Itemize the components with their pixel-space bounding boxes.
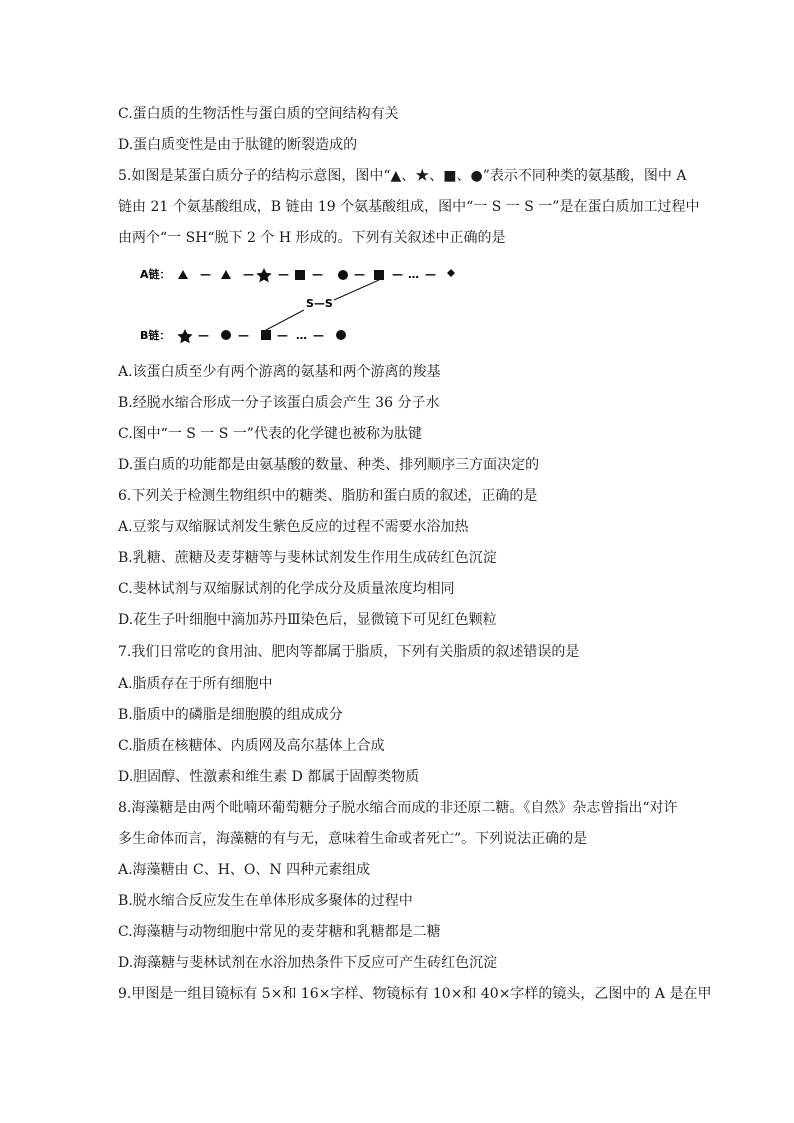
protein-structure-diagram — [140, 262, 470, 344]
triangle-icon — [221, 270, 231, 279]
question-8-option-c: C.海藻糖与动物细胞中常见的麦芽糖和乳糖都是二糖 — [118, 924, 441, 940]
question-8-option-b: B.脱水缩合反应发生在单体形成多聚体的过程中 — [118, 893, 413, 909]
dash: — — [243, 268, 254, 281]
star-icon — [256, 268, 271, 282]
question-7-option-a: A.脂质存在于所有细胞中 — [118, 676, 273, 692]
question-8-option-a: A.海藻糖由 C、H、O、N 四种元素组成 — [118, 862, 371, 878]
question-6-option-c: C.斐林试剂与双缩脲试剂的化学成分及质量浓度均相同 — [118, 581, 455, 597]
chain-a-label: A链： — [140, 268, 171, 281]
question-5-line-1: 5.如图是某蛋白质分子的结构示意图，图中“▲、★、■、●”表示不同种类的氨基酸，图中 A — [118, 168, 687, 184]
disulfide-bond-label: S—S — [306, 297, 333, 310]
triangle-icon — [178, 270, 188, 279]
star-icon — [177, 329, 192, 343]
circle-icon — [336, 330, 346, 340]
diamond-icon — [447, 269, 455, 277]
dash: — — [198, 329, 209, 342]
dash: — — [238, 329, 249, 342]
question-5-option-c: C.图中“一 S 一 S 一”代表的化学键也被称为肽键 — [118, 426, 422, 442]
question-7-option-d: D.胆固醇、性激素和维生素 D 都属于固醇类物质 — [118, 769, 420, 785]
chain-b-label: B链： — [140, 329, 171, 342]
square-icon — [261, 330, 271, 340]
question-8-line-2: 多生命体而言，海藻糖的有与无，意味着生命或者死亡”。下列说法正确的是 — [118, 831, 588, 847]
dash: — — [425, 268, 436, 281]
disulfide-line-upper — [334, 280, 379, 300]
dash: — — [200, 268, 211, 281]
question-7-option-c: C.脂质在核糖体、内质网及高尔基体上合成 — [118, 738, 385, 754]
question-8-option-d: D.海藻糖与斐林试剂在水浴加热条件下反应可产生砖红色沉淀 — [118, 955, 498, 971]
question-6-option-d: D.花生子叶细胞中滴加苏丹Ⅲ染色后，显微镜下可见红色颗粒 — [118, 612, 497, 628]
circle-icon — [221, 330, 231, 340]
dash: — — [392, 268, 403, 281]
text-line-d-q4: D.蛋白质变性是由于肽键的断裂造成的 — [118, 137, 358, 153]
dash: — — [312, 268, 323, 281]
question-7-stem: 7.我们日常吃的食用油、肥肉等都属于脂质，下列有关脂质的叙述错误的是 — [118, 644, 580, 660]
question-6-option-b: B.乳糖、蔗糖及麦芽糖等与斐林试剂发生作用生成砖红色沉淀 — [118, 550, 497, 566]
ellipsis: … — [408, 268, 419, 281]
square-icon — [374, 270, 384, 280]
question-6-option-a: A.豆浆与双缩脲试剂发生紫色反应的过程不需要水浴加热 — [118, 519, 469, 535]
text-line-c-q4: C.蛋白质的生物活性与蛋白质的空间结构有关 — [118, 106, 399, 122]
question-6-stem: 6.下列关于检测生物组织中的糖类、脂肪和蛋白质的叙述，正确的是 — [118, 488, 538, 504]
question-5-option-a: A.该蛋白质至少有两个游离的氨基和两个游离的羧基 — [118, 364, 441, 380]
question-5-line-3: 由两个“一 SH“脱下 2 个 H 形成的。下列有关叙述中正确的是 — [118, 230, 506, 246]
question-5-option-d: D.蛋白质的功能都是由氨基酸的数量、种类、排列顺序三方面决定的 — [118, 457, 540, 473]
question-7-option-b: B.脂质中的磷脂是细胞膜的组成成分 — [118, 707, 343, 723]
question-5-option-b: B.经脱水缩合形成一分子该蛋白质会产生 36 分子水 — [118, 395, 440, 411]
question-5-line-2: 链由 21 个氨基酸组成，B 链由 19 个氨基酸组成，图中“一 S 一 S 一”是在蛋白质加工过程中 — [118, 199, 700, 215]
circle-icon — [338, 270, 348, 280]
dash: — — [354, 268, 365, 281]
question-8-line-1: 8.海藻糖是由两个吡喃环葡萄糖分子脱水缩合而成的非还原二糖。《自然》杂志曾指出“对许 — [118, 800, 678, 816]
disulfide-line-lower — [266, 310, 304, 330]
ellipsis: … — [296, 329, 307, 342]
dash: — — [277, 329, 288, 342]
question-9-line-1: 9.甲图是一组目镜标有 5×和 16×字样、物镜标有 10×和 40×字样的镜头，乙图中的 A 是在甲 — [118, 986, 712, 1002]
dash: — — [313, 329, 324, 342]
square-icon — [295, 270, 305, 280]
dash: — — [278, 268, 289, 281]
